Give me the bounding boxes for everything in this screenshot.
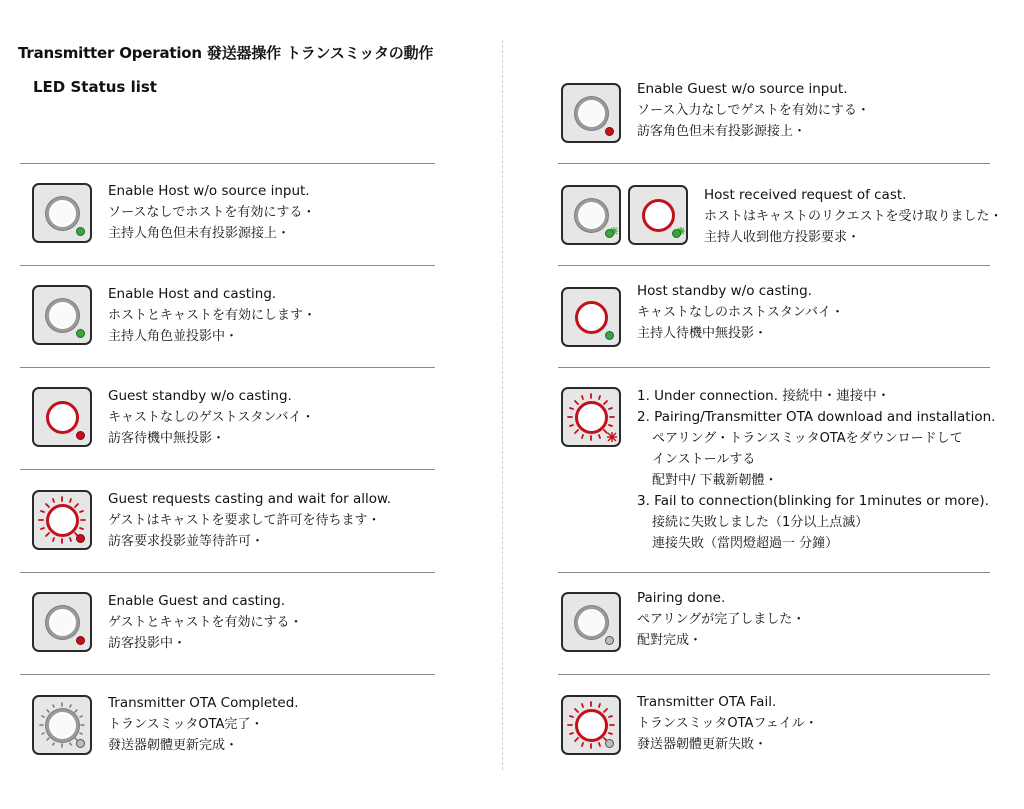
led-white-red-dot-icon <box>32 592 92 652</box>
status-description: Enable Host and casting. ホストとキャストを有効にします・ 主持人角色並投影中・ <box>108 286 317 344</box>
status-description: 1. Under connection. 接続中・連接中・ 2. Pairing/Transmitter OTA download and installation. ペアリング・トランスミッタOTAをダウンロードして インストールする 配對中/ 下載新韌體・ 3. Fail to connection(blinking for 1minutes or more). 接続に失敗しました（1分以上点滅） 連接失敗（當閃燈超過一 分鐘） <box>637 388 996 551</box>
led-white-green-dot-icon <box>32 183 92 243</box>
row-divider <box>20 265 435 266</box>
row-divider <box>558 367 990 368</box>
led-white-green-blink-icon <box>561 185 621 245</box>
row-divider <box>20 674 435 675</box>
status-description: Guest standby w/o casting. キャストなしのゲストスタンバイ・ 訪客待機中無投影・ <box>108 388 315 446</box>
row-divider <box>558 674 990 675</box>
row-divider <box>558 572 990 573</box>
status-description: Transmitter OTA Fail. トランスミッタOTAフェイル・ 發送器韌體更新失敗・ <box>637 694 818 752</box>
led-red-ring-red-dot-icon <box>32 387 92 447</box>
status-description: Enable Host w/o source input. ソースなしでホストを有効にする・ 主持人角色但未有投影源接上・ <box>108 183 316 241</box>
row-divider <box>20 572 435 573</box>
led-white-red-dot-icon <box>561 83 621 143</box>
led-white-blinking-gray-dot-icon <box>32 695 92 755</box>
led-red-ring-green-dot-icon <box>561 287 621 347</box>
row-divider <box>20 469 435 470</box>
led-red-blinking-red-dot-icon <box>32 490 92 550</box>
status-description: Guest requests casting and wait for allow. ゲストはキャストを要求して許可を待ちます・ 訪客要求投影並等待許可・ <box>108 491 392 549</box>
column-divider <box>502 40 503 770</box>
row-divider <box>20 163 435 164</box>
row-divider <box>558 265 990 266</box>
led-red-blinking-gray-dot-icon <box>561 695 621 755</box>
led-white-gray-dot-icon <box>561 592 621 652</box>
led-white-green-dot-icon <box>32 285 92 345</box>
status-description: Enable Guest w/o source input. ソース入力なしでゲストを有効にする・ 訪客角色但未有投影源接上・ <box>637 81 870 139</box>
section-subtitle: LED Status list <box>33 78 157 96</box>
row-divider <box>20 367 435 368</box>
led-red-ring-green-blink-icon <box>628 185 688 245</box>
status-description: Transmitter OTA Completed. トランスミッタOTA完了・ 發送器韌體更新完成・ <box>108 695 299 753</box>
led-red-blinking-red-blink-icon <box>561 387 621 447</box>
status-description: Pairing done. ペアリングが完了しました・ 配對完成・ <box>637 590 806 648</box>
status-description: Enable Guest and casting. ゲストとキャストを有効にする・ 訪客投影中・ <box>108 593 303 651</box>
row-divider <box>558 163 990 164</box>
status-description: Host received request of cast. ホストはキャストのリクエストを受け取りました・ 主持人收到他方投影要求・ <box>704 187 1003 245</box>
page-title: Transmitter Operation 發送器操作 トランスミッタの動作 <box>18 44 434 62</box>
status-description: Host standby w/o casting. キャストなしのホストスタンバイ・ 主持人待機中無投影・ <box>637 283 844 341</box>
